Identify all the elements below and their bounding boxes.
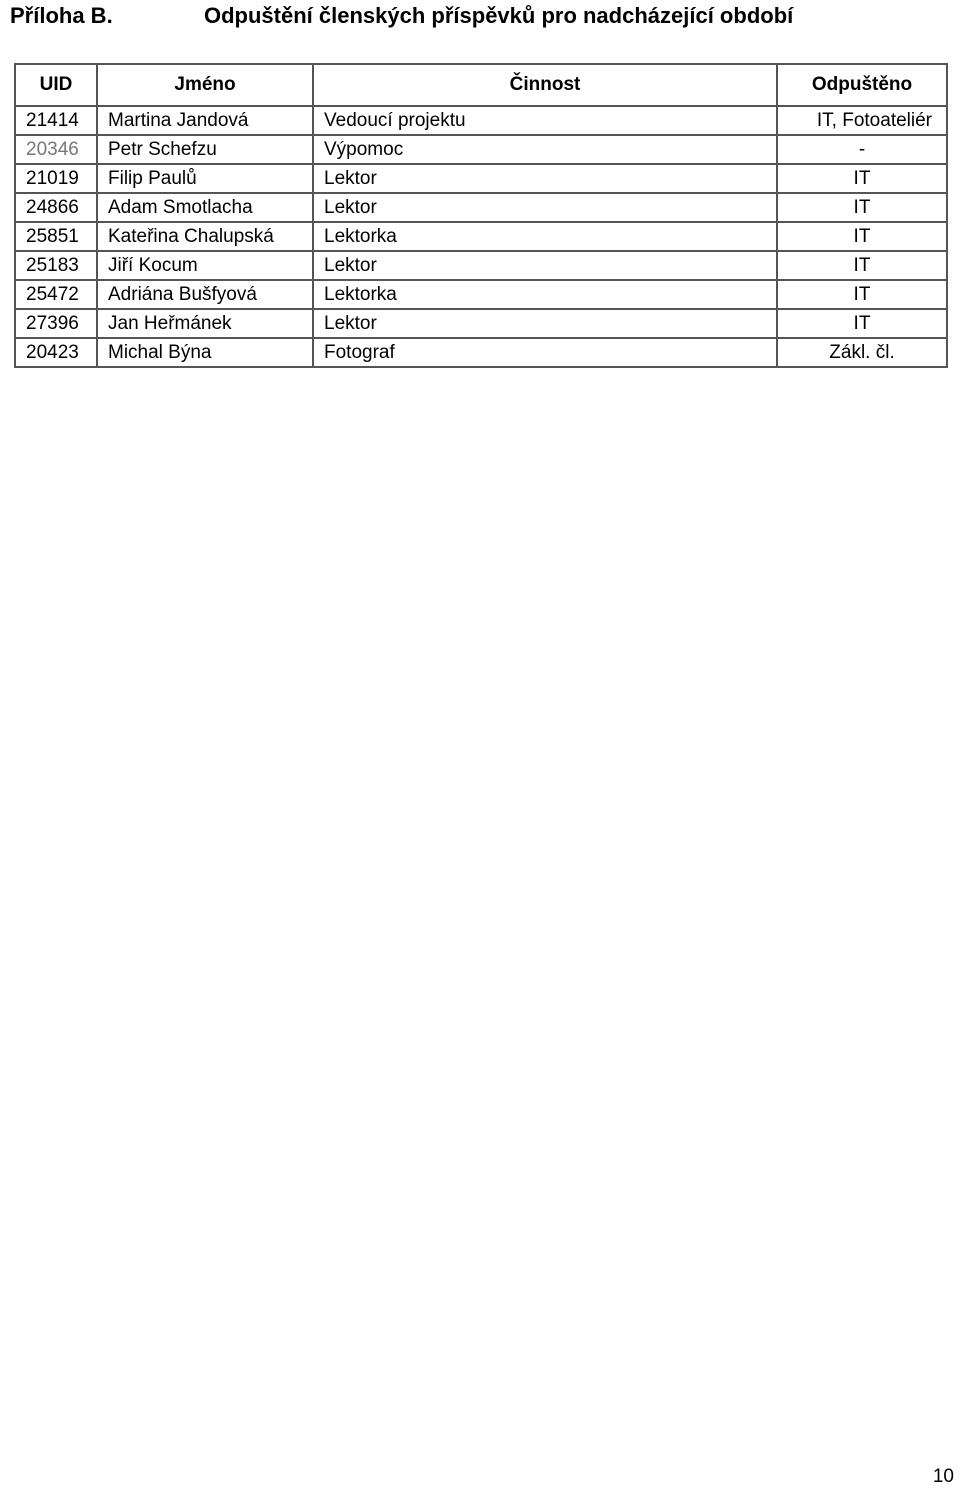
cell-name: Kateřina Chalupská [97, 222, 313, 251]
column-header-name: Jméno [97, 64, 313, 106]
cell-uid: 27396 [15, 309, 97, 338]
cell-waived: IT [777, 280, 947, 309]
table-row [15, 164, 947, 193]
cell-activity: Lektor [313, 251, 777, 280]
table-row [15, 309, 947, 338]
table-row [15, 280, 947, 309]
cell-uid: 25851 [15, 222, 97, 251]
cell-waived: IT [777, 193, 947, 222]
column-header-waived: Odpuštěno [777, 64, 947, 106]
column-header-uid: UID [15, 64, 97, 106]
cell-waived: IT [777, 222, 947, 251]
attachment-label: Příloha B. [10, 3, 113, 28]
page-title: Odpuštění členských příspěvků pro nadcházející období [204, 3, 794, 28]
cell-uid: 24866 [15, 193, 97, 222]
fee-waiver-table [14, 63, 948, 368]
cell-waived: IT [777, 251, 947, 280]
cell-waived: - [777, 135, 947, 164]
cell-name: Adriána Bušfyová [97, 280, 313, 309]
cell-uid: 21414 [15, 106, 97, 135]
cell-name: Filip Paulů [97, 164, 313, 193]
cell-name: Adam Smotlacha [97, 193, 313, 222]
cell-activity: Fotograf [313, 338, 777, 367]
table-row [15, 135, 947, 164]
cell-waived: IT, Fotoateliér [777, 106, 947, 135]
table-row [15, 193, 947, 222]
cell-activity: Výpomoc [313, 135, 777, 164]
cell-uid: 25183 [15, 251, 97, 280]
cell-uid: 20423 [15, 338, 97, 367]
table-row [15, 106, 947, 135]
cell-name: Michal Býna [97, 338, 313, 367]
cell-activity: Lektor [313, 164, 777, 193]
table-row [15, 338, 947, 367]
cell-name: Jan Heřmánek [97, 309, 313, 338]
table-row [15, 222, 947, 251]
cell-activity: Lektor [313, 193, 777, 222]
cell-waived: IT [777, 309, 947, 338]
page-header [0, 0, 960, 36]
table-header-row [15, 64, 947, 106]
cell-activity: Lektorka [313, 222, 777, 251]
cell-waived: IT [777, 164, 947, 193]
cell-uid: 21019 [15, 164, 97, 193]
cell-activity: Lektorka [313, 280, 777, 309]
table-row [15, 251, 947, 280]
cell-activity: Lektor [313, 309, 777, 338]
cell-name: Martina Jandová [97, 106, 313, 135]
cell-uid: 25472 [15, 280, 97, 309]
cell-uid: 20346 [15, 135, 97, 164]
cell-name: Jiří Kocum [97, 251, 313, 280]
cell-waived: Zákl. čl. [777, 338, 947, 367]
cell-name: Petr Schefzu [97, 135, 313, 164]
cell-activity: Vedoucí projektu [313, 106, 777, 135]
column-header-activity: Činnost [313, 64, 777, 106]
page-number: 10 [932, 1466, 954, 1487]
